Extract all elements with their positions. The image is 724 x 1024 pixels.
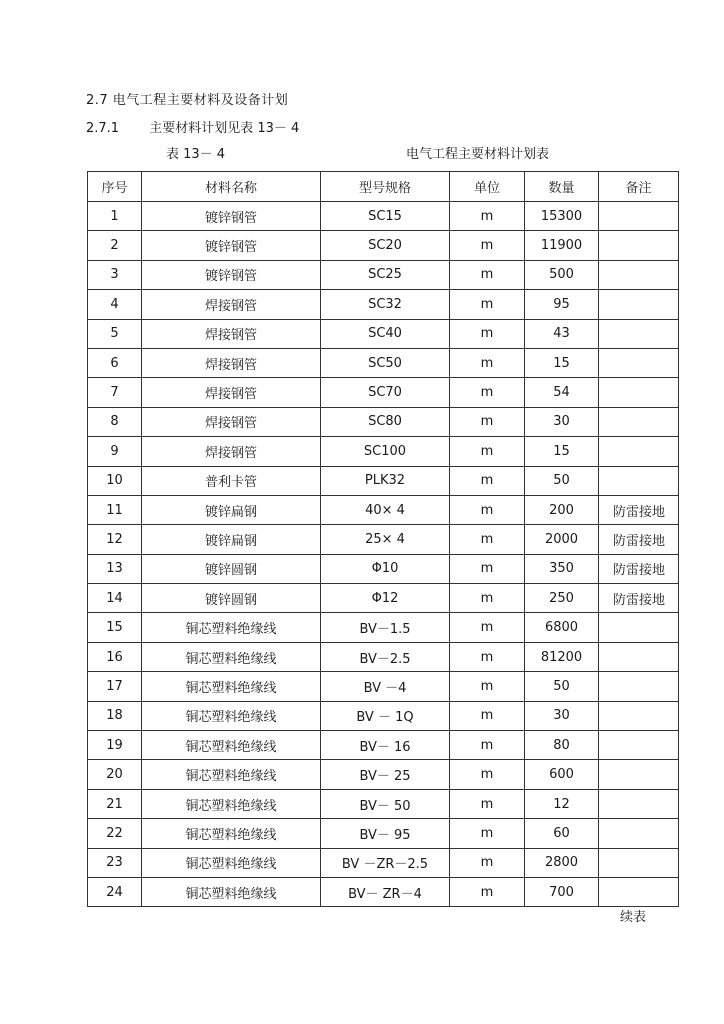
cell-index: 13 xyxy=(88,554,142,583)
header-quantity: 数量 xyxy=(525,172,599,202)
cell-material-name: 铜芯塑料绝缘线 xyxy=(142,848,321,877)
cell-note: 防雷接地 xyxy=(599,525,679,554)
cell-index: 7 xyxy=(88,378,142,407)
cell-quantity: 95 xyxy=(525,290,599,319)
cell-quantity: 11900 xyxy=(525,231,599,260)
table-row xyxy=(88,348,679,377)
cell-unit: m xyxy=(450,319,525,348)
cell-note xyxy=(599,701,679,730)
cell-index: 21 xyxy=(88,789,142,818)
cell-quantity: 700 xyxy=(525,877,599,906)
materials-table xyxy=(87,171,679,907)
cell-material-name: 镀锌扁钢 xyxy=(142,495,321,524)
cell-index: 9 xyxy=(88,437,142,466)
cell-quantity: 2800 xyxy=(525,848,599,877)
cell-quantity: 2000 xyxy=(525,525,599,554)
cell-material-name: 镀锌钢管 xyxy=(142,260,321,289)
cell-index: 19 xyxy=(88,731,142,760)
cell-material-name: 焊接钢管 xyxy=(142,407,321,436)
cell-quantity: 50 xyxy=(525,466,599,495)
cell-spec: BV－ 25 xyxy=(321,760,450,789)
table-row xyxy=(88,554,679,583)
cell-material-name: 普利卡管 xyxy=(142,466,321,495)
cell-unit: m xyxy=(450,672,525,701)
header-material-name: 材料名称 xyxy=(142,172,321,202)
cell-unit: m xyxy=(450,789,525,818)
cell-material-name: 铜芯塑料绝缘线 xyxy=(142,819,321,848)
cell-note xyxy=(599,202,679,231)
cell-index: 23 xyxy=(88,848,142,877)
cell-note xyxy=(599,731,679,760)
cell-index: 8 xyxy=(88,407,142,436)
cell-unit: m xyxy=(450,760,525,789)
cell-spec: BV－ 16 xyxy=(321,731,450,760)
cell-quantity: 15300 xyxy=(525,202,599,231)
table-row xyxy=(88,378,679,407)
cell-material-name: 镀锌钢管 xyxy=(142,231,321,260)
cell-unit: m xyxy=(450,495,525,524)
table-row xyxy=(88,437,679,466)
cell-quantity: 15 xyxy=(525,348,599,377)
table-row xyxy=(88,760,679,789)
table-body xyxy=(88,202,679,907)
cell-unit: m xyxy=(450,348,525,377)
cell-note: 防雷接地 xyxy=(599,584,679,613)
cell-unit: m xyxy=(450,290,525,319)
subsection-number: 2.7.1 xyxy=(86,121,120,136)
cell-material-name: 焊接钢管 xyxy=(142,319,321,348)
table-row xyxy=(88,407,679,436)
cell-index: 17 xyxy=(88,672,142,701)
table-row xyxy=(88,466,679,495)
cell-material-name: 铜芯塑料绝缘线 xyxy=(142,877,321,906)
table-row xyxy=(88,202,679,231)
cell-spec: BV－ 95 xyxy=(321,819,450,848)
cell-unit: m xyxy=(450,819,525,848)
cell-spec: SC70 xyxy=(321,378,450,407)
cell-quantity: 80 xyxy=(525,731,599,760)
cell-note xyxy=(599,760,679,789)
cell-note xyxy=(599,348,679,377)
table-row xyxy=(88,731,679,760)
cell-spec: SC25 xyxy=(321,260,450,289)
cell-note xyxy=(599,672,679,701)
cell-note xyxy=(599,319,679,348)
table-row xyxy=(88,495,679,524)
table-row xyxy=(88,848,679,877)
subsection-heading xyxy=(86,117,299,136)
cell-note xyxy=(599,231,679,260)
cell-spec: BV－ 50 xyxy=(321,789,450,818)
cell-note xyxy=(599,407,679,436)
cell-quantity: 81200 xyxy=(525,642,599,671)
cell-quantity: 500 xyxy=(525,260,599,289)
cell-spec: SC15 xyxy=(321,202,450,231)
cell-spec: BV －ZR－2.5 xyxy=(321,848,450,877)
cell-unit: m xyxy=(450,584,525,613)
cell-material-name: 铜芯塑料绝缘线 xyxy=(142,613,321,642)
table-row xyxy=(88,642,679,671)
header-note: 备注 xyxy=(599,172,679,202)
cell-unit: m xyxy=(450,202,525,231)
cell-spec: 40× 4 xyxy=(321,495,450,524)
table-row xyxy=(88,231,679,260)
cell-unit: m xyxy=(450,642,525,671)
table-row xyxy=(88,584,679,613)
cell-note xyxy=(599,877,679,906)
cell-unit: m xyxy=(450,407,525,436)
table-row xyxy=(88,613,679,642)
cell-index: 18 xyxy=(88,701,142,730)
cell-material-name: 焊接钢管 xyxy=(142,290,321,319)
cell-unit: m xyxy=(450,731,525,760)
cell-note: 防雷接地 xyxy=(599,495,679,524)
cell-index: 24 xyxy=(88,877,142,906)
table-row xyxy=(88,290,679,319)
cell-unit: m xyxy=(450,466,525,495)
cell-index: 2 xyxy=(88,231,142,260)
cell-quantity: 30 xyxy=(525,701,599,730)
cell-quantity: 50 xyxy=(525,672,599,701)
cell-unit: m xyxy=(450,378,525,407)
cell-index: 1 xyxy=(88,202,142,231)
header-index: 序号 xyxy=(88,172,142,202)
cell-material-name: 焊接钢管 xyxy=(142,348,321,377)
header-spec: 型号规格 xyxy=(321,172,450,202)
header-unit: 单位 xyxy=(450,172,525,202)
cell-material-name: 镀锌圆钢 xyxy=(142,584,321,613)
cell-unit: m xyxy=(450,260,525,289)
cell-unit: m xyxy=(450,554,525,583)
cell-material-name: 镀锌圆钢 xyxy=(142,554,321,583)
cell-quantity: 600 xyxy=(525,760,599,789)
cell-quantity: 15 xyxy=(525,437,599,466)
cell-unit: m xyxy=(450,437,525,466)
cell-material-name: 镀锌扁钢 xyxy=(142,525,321,554)
cell-index: 20 xyxy=(88,760,142,789)
cell-note xyxy=(599,642,679,671)
cell-material-name: 镀锌钢管 xyxy=(142,202,321,231)
cell-index: 4 xyxy=(88,290,142,319)
cell-spec: 25× 4 xyxy=(321,525,450,554)
cell-unit: m xyxy=(450,701,525,730)
table-number-caption: 表 13－ 4 xyxy=(166,147,226,162)
continued-label: 续表 xyxy=(620,910,647,925)
cell-note xyxy=(599,378,679,407)
cell-quantity: 43 xyxy=(525,319,599,348)
cell-note xyxy=(599,437,679,466)
cell-spec: PLK32 xyxy=(321,466,450,495)
cell-quantity: 54 xyxy=(525,378,599,407)
table-title-caption: 电气工程主要材料计划表 xyxy=(406,147,550,162)
table-row xyxy=(88,319,679,348)
table-row xyxy=(88,701,679,730)
cell-material-name: 铜芯塑料绝缘线 xyxy=(142,731,321,760)
cell-note xyxy=(599,848,679,877)
cell-material-name: 铜芯塑料绝缘线 xyxy=(142,701,321,730)
cell-material-name: 铜芯塑料绝缘线 xyxy=(142,672,321,701)
cell-spec: SC100 xyxy=(321,437,450,466)
cell-spec: SC40 xyxy=(321,319,450,348)
table-row xyxy=(88,672,679,701)
cell-note xyxy=(599,260,679,289)
cell-index: 5 xyxy=(88,319,142,348)
table-header-row xyxy=(88,172,679,202)
cell-material-name: 铜芯塑料绝缘线 xyxy=(142,789,321,818)
cell-spec: BV－2.5 xyxy=(321,642,450,671)
cell-note xyxy=(599,290,679,319)
cell-quantity: 6800 xyxy=(525,613,599,642)
cell-unit: m xyxy=(450,848,525,877)
cell-quantity: 250 xyxy=(525,584,599,613)
cell-spec: BV－1.5 xyxy=(321,613,450,642)
cell-spec: SC20 xyxy=(321,231,450,260)
cell-index: 16 xyxy=(88,642,142,671)
table-row xyxy=(88,819,679,848)
cell-index: 11 xyxy=(88,495,142,524)
table-row xyxy=(88,789,679,818)
cell-note: 防雷接地 xyxy=(599,554,679,583)
cell-quantity: 60 xyxy=(525,819,599,848)
section-heading: 2.7 电气工程主要材料及设备计划 xyxy=(86,93,289,108)
cell-quantity: 12 xyxy=(525,789,599,818)
cell-index: 12 xyxy=(88,525,142,554)
cell-spec: Φ10 xyxy=(321,554,450,583)
table-row xyxy=(88,525,679,554)
cell-spec: BV － 1Q xyxy=(321,701,450,730)
cell-spec: BV －4 xyxy=(321,672,450,701)
cell-unit: m xyxy=(450,525,525,554)
cell-spec: SC50 xyxy=(321,348,450,377)
subsection-title: 主要材料计划见表 13－ 4 xyxy=(149,121,300,136)
cell-index: 22 xyxy=(88,819,142,848)
cell-note xyxy=(599,789,679,818)
cell-index: 6 xyxy=(88,348,142,377)
cell-unit: m xyxy=(450,877,525,906)
cell-note xyxy=(599,613,679,642)
cell-note xyxy=(599,819,679,848)
cell-material-name: 焊接钢管 xyxy=(142,437,321,466)
cell-index: 3 xyxy=(88,260,142,289)
table-row xyxy=(88,260,679,289)
cell-material-name: 铜芯塑料绝缘线 xyxy=(142,642,321,671)
cell-spec: SC32 xyxy=(321,290,450,319)
cell-quantity: 350 xyxy=(525,554,599,583)
cell-quantity: 30 xyxy=(525,407,599,436)
cell-quantity: 200 xyxy=(525,495,599,524)
cell-spec: Φ12 xyxy=(321,584,450,613)
cell-note xyxy=(599,466,679,495)
cell-material-name: 焊接钢管 xyxy=(142,378,321,407)
cell-spec: SC80 xyxy=(321,407,450,436)
cell-index: 14 xyxy=(88,584,142,613)
cell-material-name: 铜芯塑料绝缘线 xyxy=(142,760,321,789)
cell-unit: m xyxy=(450,613,525,642)
cell-index: 15 xyxy=(88,613,142,642)
cell-index: 10 xyxy=(88,466,142,495)
cell-unit: m xyxy=(450,231,525,260)
table-row xyxy=(88,877,679,906)
cell-spec: BV－ ZR－4 xyxy=(321,877,450,906)
